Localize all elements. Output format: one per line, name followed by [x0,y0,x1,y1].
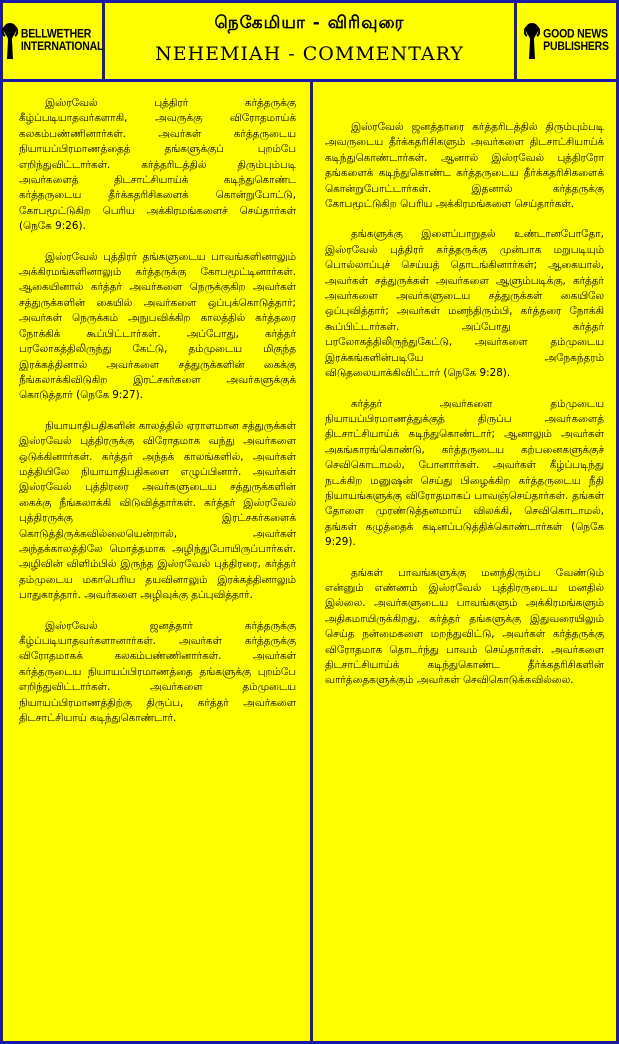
title-block [108,3,511,79]
left-column [3,82,310,1041]
bellwether-logo-line2: INTERNATIONAL [20,39,104,54]
commentary-paragraph: தங்களுக்கு இளைப்பாறுதல் உண்டானபோதோ, இஸ்ரவேல் புத்திரர் கர்த்தருக்கு முன்பாக மறுபடியும் பொல்லாப்புச் செய்யத் தொடங்கினார்கள்; ஆகையால், அவர்கள் சத்துருக்கள் அவர்களை ஆளும்படிக்கு, கர்த்தர் அவர்களை அவர்களுடைய சத்துருக்கள் கையிலே ஒப்புவித்தார்; அவர்கள் மனந்திரும்பி, கர்த்தரை நோக்கி கூப்பிட்டார்கள். அப்போது கர்த்தர் பரலோகத்திலிருந்துகேட்டு, அவர்களை தம்முடைய இரக்கங்களின்படியே அநேகந்தரம் விடுதலையாக்கிவிட்டார் (நெகே 9:28). [325,228,604,380]
page-title-english: NEHEMIAH - COMMENTARY [155,43,464,65]
right-column [313,82,616,1041]
bellwether-logo-line1: BELLWETHER [20,27,92,41]
commentary-paragraph: இஸ்ரவேல் ஜனத்தார் கர்த்தருக்கு கீழ்ப்படியாதவர்களானார்கள். அவர்கள் கர்த்தருக்கு விரோதமாகக் கலகம்பண்ணினார்கள். அவர்கள் கர்த்தருடைய நியாயப்பிரமாணத்தை தங்களுக்கு புறம்பே எறிந்துவிட்டார்கள். அவர்களை தம்முடைய நியாயப்பிரமாணத்திற்கு திருப்ப, கர்த்தர் அவர்களை திடசாட்சியாய் கடிந்துகொண்டார். [19,619,296,725]
commentary-paragraph: தங்கள் பாவங்களுக்கு மனந்திரும்ப வேண்டும் என்னும் எண்ணம் இஸ்ரவேல் புத்திரருடைய மனதில் இல்லை. அவர்களுடைய பாவங்களும் அக்கிரமங்களும் அதிகமாயிருக்கிறது. கர்த்தர் தங்களுக்கு இதுவரையிலும் செய்த நன்மைகளை மறந்துவிட்டு, அவர்கள் கர்த்தருக்கு விரோதமாக தொடர்ந்து பாவம் செய்தார்கள். அவர்களை திடசாட்சியாய்க் கடிந்துகொண்ட தீர்க்கதரிசிகளின் வார்த்தைகளுக்கும் அவர்கள் செவிகொடுக்கவில்லை. [325,566,604,687]
good-news-logo-line1: GOOD NEWS [543,27,608,41]
bellwether-logo [3,3,105,79]
good-news-logo-line2: PUBLISHERS [543,39,609,54]
good-news-publishers-logo [514,3,616,79]
commentary-paragraph: இஸ்ரவேல் ஜனத்தாரை கர்த்தரிடத்தில் திரும்பும்படி அவருடைய தீர்க்கதரிசிகளும் அவர்களை திடசாட்சியாய்க் கடிந்துகொண்டார்கள். ஆனால் இஸ்ரவேல் புத்திரரோ தங்களைக் கடிந்துகொண்ட கர்த்தருடைய தீர்க்கதரிசிகளைக் கொன்றுபோட்டார்கள். இதனால் கர்த்தருக்கு கோபமூட்டுகிற பெரிய அக்கிரமங்களை செய்தார்கள். [325,121,604,211]
commentary-paragraph: நியாயாதிபதிகளின் காலத்தில் ஏராளமான சத்துருக்கள் இஸ்ரவேல் புத்திரருக்கு விரோதமாக வந்து அவர்களை ஒடுக்கினார்கள். கர்த்தர் அந்தக் காலங்களில், அவர்கள் மத்தியிலே நியாயாதிபதிகளை எழுப்பினார். அவர்கள் இஸ்ரவேல் புத்திரரை அவர்களுடைய சத்துருக்களின் கைக்கு நீங்கலாக்கி விடுவித்தார்கள். கர்த்தர் இஸ்ரவேல் புத்திரருக்கு இரட்சகர்களைக் கொடுத்திருக்கவில்லையென்றால், அவர்கள் அந்தக்காலத்திலே மொத்தமாக அழிந்துபோயிருப்பார்கள். அழிவின் விளிம்பில் இருந்த இஸ்ரவேல் புத்திரரை, கர்த்தர் தம்முடைய மகாபெரிய தயவினாலும் இரக்கத்தினாலும் பாதுகாத்தார். அவர்களை அழிவுக்கு தப்புவித்தார். [19,419,296,602]
commentary-paragraph: இஸ்ரவேல் புத்திரர் தங்களுடைய பாவங்களினாலும் அக்கிரமங்களினாலும் கர்த்தருக்கு கோபமூட்டினார்கள். ஆகையினால் கர்த்தர் அவர்களை நெருக்குகிற அவர்கள் சத்துருக்களின் கையில் அவர்களை ஒப்புக்கொடுத்தார்; அவர்கள் நெருக்கம் அநுபவிக்கிற காலத்தில் கர்த்தரை நோக்கிக் கூப்பிட்டார்கள். அப்போது, கர்த்தர் பரலோகத்திலிருந்து கேட்டு, தம்முடைய மிகுந்த இரக்கத்தினால் அவர்களை சத்துருக்களின் கைக்கு நீங்கலாக்கிவிடுகிற இரட்சகர்களை அவர்களுக்குக் கொடுத்தார் (நெகே 9:27). [19,250,296,402]
commentary-paragraph: இஸ்ரவேல் புத்திரர் கர்த்தருக்கு கீழ்ப்படியாதவர்களாகி, அவருக்கு விரோதமாய்க் கலகம்பண்ணினார்கள். அவர்கள் கர்த்தருடைய நியாயப்பிரமாணத்தைத் தங்களுக்குப் புறம்பே எறிந்துவிட்டார்கள். கர்த்தரிடத்தில் திரும்பும்படி அவர்களைத் திடசாட்சியாய்க் கடிந்துகொண்ட கர்த்தருடைய தீர்க்கதரிசிகளைக் கொன்றுபோட்டு, கோபமூட்டுகிற பெரிய அக்கிரமங்களைச் செய்தார்கள் (நெகே 9:26). [19,97,296,233]
ram-head-icon [524,21,540,61]
page-title-tamil: நெகேமியா - விரிவுரை [214,13,405,33]
commentary-paragraph: கர்த்தர் அவர்களை தம்முடைய நியாயப்பிரமாணத்துக்குத் திருப்ப அவர்களைத் திடசாட்சியாய்க் கடிந்துகொண்டார்; ஆனாலும் அவர்கள் அகங்காரங்கொண்டு, கர்த்தருடைய கற்பனைகளுக்குச் செவிகொடாமல், போனார்கள். அவர்கள் கீழ்ப்படிந்து நடக்கிற மனுஷன் செய்து பிழைக்கிற கர்த்தருடைய நீதி நியாயங்களுக்கு விரோதமாகப் பாவஞ்செய்தார்கள். தங்கள் தோளை முரண்டுத்தனமாய் விலக்கி, செவிகொடாமல், தங்கள் கழுத்தைக் கடினப்படுத்திக்கொண்டார்கள் (நெகே 9:29). [325,397,604,549]
page-header [3,3,616,79]
ram-head-icon [2,21,18,61]
